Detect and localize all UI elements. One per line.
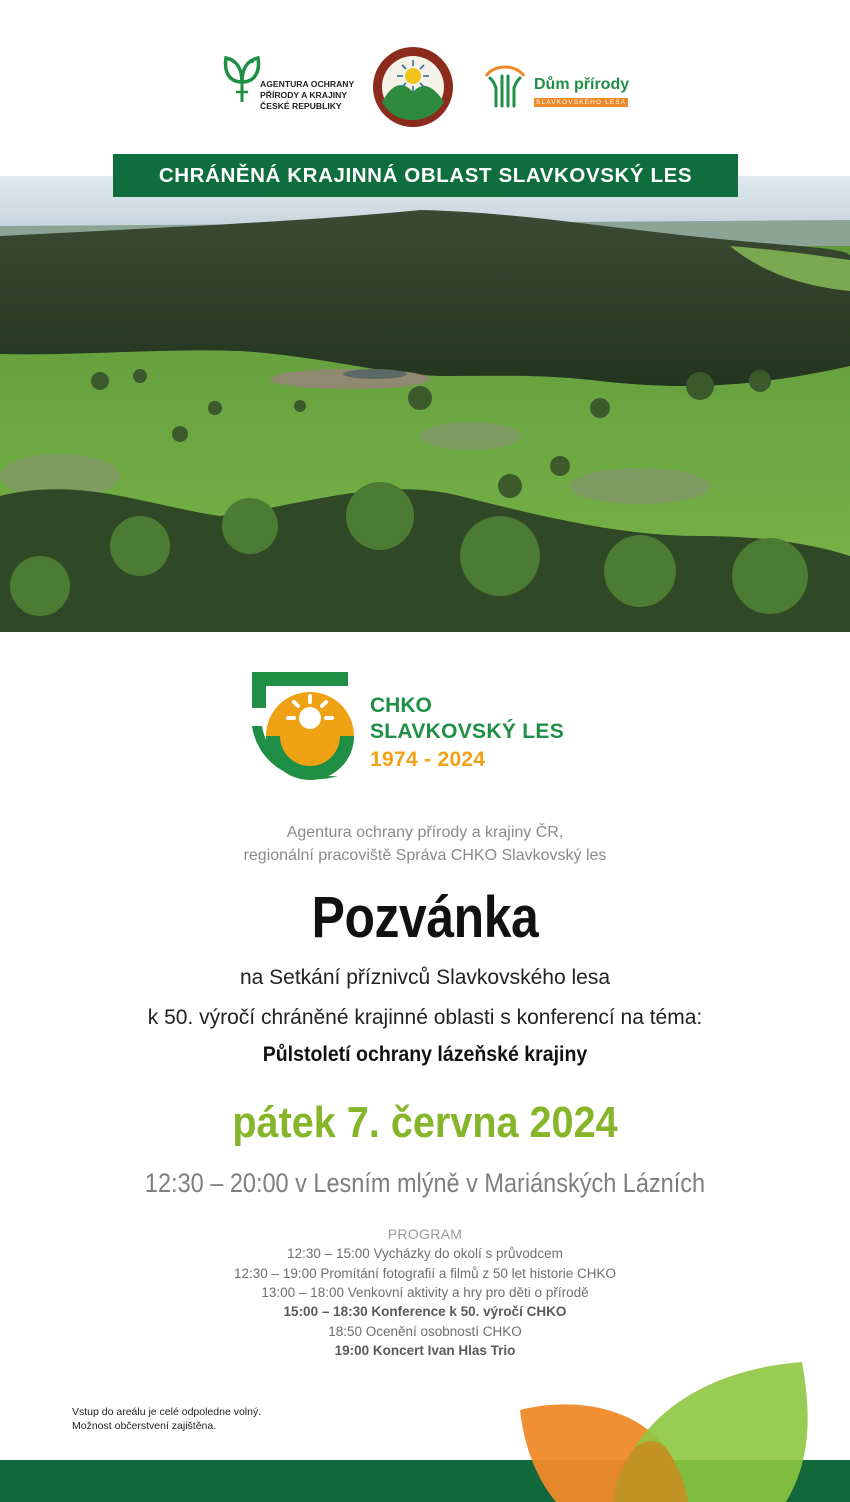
program-item: 13:00 – 18:00 Venkovní aktivity a hry pro děti o přírodě xyxy=(261,1285,589,1300)
conference-topic: Půlstoletí ochrany lázeňské krajiny xyxy=(262,1043,588,1066)
event-time-place: 12:30 – 20:00 v Lesním mlýně v Mariánských Lázních xyxy=(144,1168,706,1198)
dum-prirody-logo xyxy=(478,62,638,110)
program-item: 18:50 Ocenění osobností CHKO xyxy=(328,1324,522,1339)
landscape-photo xyxy=(0,176,850,632)
organizer-line-2: regionální pracoviště Správa CHKO Slavkovský les xyxy=(243,847,607,864)
invitation-title: Pozvánka xyxy=(311,885,539,950)
footnote-refreshment: Možnost občerstvení zajištěna. xyxy=(72,1420,217,1432)
aopk-leaf-icon xyxy=(222,52,262,112)
program-heading: PROGRAM xyxy=(387,1226,463,1242)
program-item: 15:00 – 18:30 Konference k 50. výročí CHKO xyxy=(283,1304,567,1319)
footnote-entry: Vstup do areálu je celé odpoledne volný. xyxy=(72,1406,262,1418)
dum-prirody-sub: SLAVKOVSKÉHO LESA xyxy=(536,99,627,106)
invitation-line-1: na Setkání příznivců Slavkovského lesa xyxy=(239,966,611,989)
aopk-line: AGENTURA OCHRANY xyxy=(260,79,355,89)
program-item: 12:30 – 15:00 Vycházky do okolí s průvodcem xyxy=(287,1246,563,1261)
anniversary-50-logo xyxy=(248,666,358,788)
aopk-line: PŘÍRODY A KRAJINY xyxy=(260,90,348,100)
chko-seal-logo xyxy=(372,46,454,128)
aopk-line: ČESKÉ REPUBLIKY xyxy=(260,101,342,111)
aopk-logo xyxy=(222,52,362,126)
event-date: pátek 7. června 2024 xyxy=(232,1098,618,1147)
banner-title: CHRÁNĚNÁ KRAJINNÁ OBLAST SLAVKOVSKÝ LES xyxy=(113,154,738,197)
dum-prirody-name: Dům přírody xyxy=(534,76,630,93)
anniversary-years: 1974 - 2024 xyxy=(370,748,486,771)
program-item: 19:00 Koncert Ivan Hlas Trio xyxy=(334,1343,516,1358)
program-item: 12:30 – 19:00 Promítání fotografií a filmů z 50 let historie CHKO xyxy=(234,1266,616,1281)
decorative-leaves-icon xyxy=(516,1358,850,1502)
organizer-line-1: Agentura ochrany přírody a krajiny ČR, xyxy=(286,824,564,841)
invitation-line-2: k 50. výročí chráněné krajinné oblasti s konferencí na téma: xyxy=(147,1006,703,1029)
anniversary-chko: CHKO xyxy=(370,694,432,717)
hand-tree-icon xyxy=(478,62,532,110)
anniversary-name: SLAVKOVSKÝ LES xyxy=(370,720,565,743)
